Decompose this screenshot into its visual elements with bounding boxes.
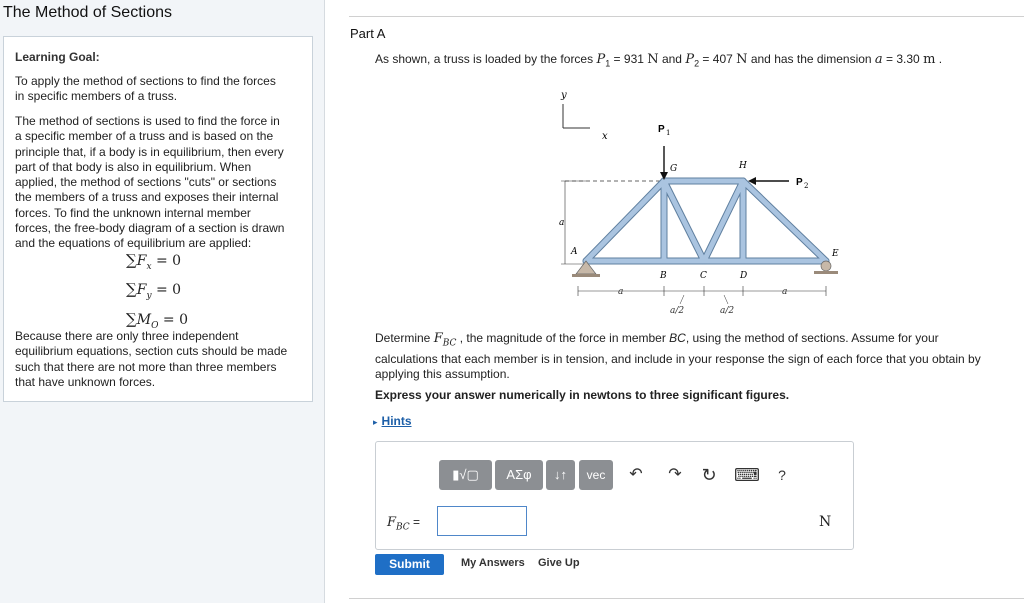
goal-paragraph-3: Because there are only three independent equilibrium equations, section cuts should be made such that there are not more than three members that have unknown forces. xyxy=(15,329,288,389)
svg-text:2: 2 xyxy=(804,182,809,190)
goal-paragraph-1: To apply the method of sections to find the forces in specific members of a truss. xyxy=(15,74,276,104)
answer-input[interactable] xyxy=(437,506,527,536)
keyboard-icon[interactable]: ⌨ xyxy=(734,465,760,485)
undo-icon[interactable]: ↶ xyxy=(629,466,643,483)
learning-goal-heading: Learning Goal: xyxy=(15,50,100,64)
svg-text:a: a xyxy=(618,287,624,297)
equation-sum-fy: $\sum F_y = 0$ xyxy=(126,280,182,301)
svg-text:a: a xyxy=(559,218,565,228)
templates-button[interactable]: ▮√▢ xyxy=(439,460,492,490)
answer-instructions: Express your answer numerically in newtons to three significant figures. xyxy=(375,388,790,402)
help-icon[interactable]: ? xyxy=(778,467,786,483)
caret-right-icon: ▸ xyxy=(373,417,378,427)
question-text: Determine $F_{BC}$ , the magnitude of the force in member BC, using the method of sections. Assume for your calculations that each member is in tension, and include in your response the sign of each force that you obtain by applying this assumption. xyxy=(375,331,981,382)
sort-button[interactable]: ↓↑ xyxy=(546,460,575,490)
reset-icon[interactable]: ↻ xyxy=(701,465,717,485)
answer-unit: N xyxy=(819,514,832,530)
page-title: The Method of Sections xyxy=(3,4,172,21)
top-divider xyxy=(349,16,1024,17)
symbols-button[interactable]: ΑΣφ xyxy=(495,460,543,490)
svg-text:P: P xyxy=(796,177,803,188)
svg-text:A: A xyxy=(571,247,578,257)
learning-goal-box xyxy=(3,36,313,402)
svg-text:H: H xyxy=(739,161,747,171)
learning-goal-panel xyxy=(0,0,325,603)
goal-paragraph-2: The method of sections is used to find the force in a specific member of a truss and is based on the principle that, if a body is in equilibrium, then every part of that body is also in equilibrium. When applied, the method of sections "cuts" or sections the members of a truss and exposes their internal forces. To find the unknown internal member forces, the free-body diagram of a section is drawn and the equations of equilibrium are applied: xyxy=(15,114,285,251)
bottom-divider xyxy=(349,598,1024,599)
truss-figure xyxy=(556,88,846,320)
answer-box xyxy=(375,441,854,550)
svg-text:P: P xyxy=(658,124,665,135)
svg-text:x: x xyxy=(602,131,608,142)
svg-text:B: B xyxy=(660,271,667,281)
answer-label: $F_{BC}$ = xyxy=(387,515,421,533)
redo-icon[interactable]: ↷ xyxy=(668,466,682,483)
svg-text:D: D xyxy=(740,271,748,281)
problem-statement: As shown, a truss is loaded by the forces $P_1 = 931$ N and $P_2 = 407$ N and has the dimension a = 3.30 m . xyxy=(375,52,943,69)
vector-button[interactable]: vec xyxy=(579,460,613,490)
svg-text:E: E xyxy=(832,249,839,259)
hints-toggle[interactable]: ▸ Hints xyxy=(373,414,412,428)
submit-button[interactable]: Submit xyxy=(375,554,444,575)
svg-text:a: a xyxy=(782,287,788,297)
load-p1-arrow xyxy=(658,124,670,180)
dimension-labels xyxy=(618,287,787,316)
axis-icon xyxy=(560,90,608,142)
svg-text:a/2: a/2 xyxy=(720,306,735,316)
svg-text:1: 1 xyxy=(666,129,671,137)
give-up-button[interactable]: Give Up xyxy=(538,557,580,569)
dimension-bottom xyxy=(578,286,826,296)
equation-sum-mo: $\sum M_O = 0$ xyxy=(126,310,188,331)
svg-text:C: C xyxy=(700,271,707,281)
svg-text:G: G xyxy=(670,164,678,174)
part-label: Part A xyxy=(350,26,386,41)
svg-text:y: y xyxy=(561,90,567,101)
load-p2-arrow xyxy=(748,177,808,190)
truss-members xyxy=(586,181,826,261)
my-answers-button[interactable]: My Answers xyxy=(461,557,525,569)
equation-sum-fx: $\sum F_x = 0$ xyxy=(126,251,182,272)
svg-text:a/2: a/2 xyxy=(670,306,685,316)
